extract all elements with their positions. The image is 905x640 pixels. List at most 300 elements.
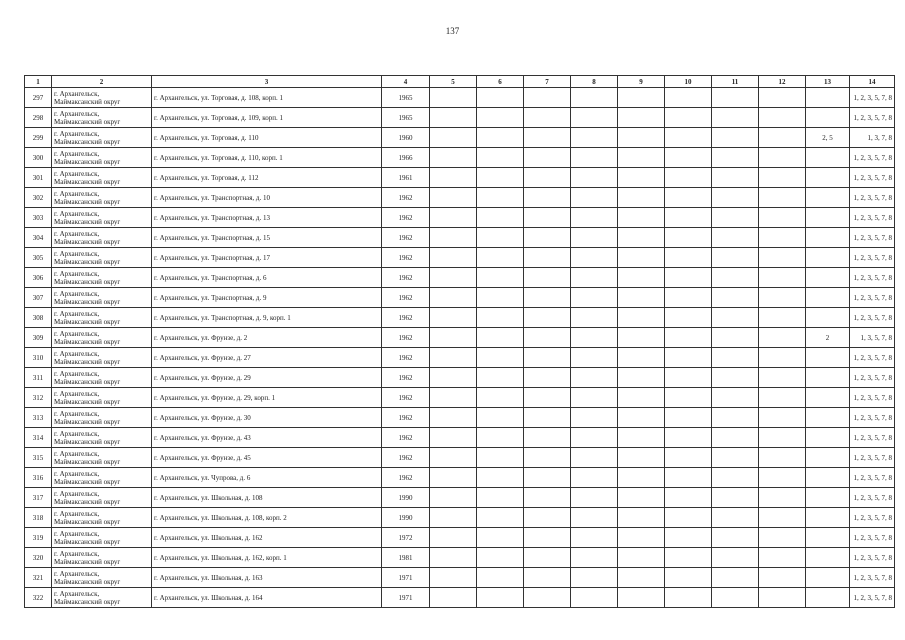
column-9-cell — [618, 288, 665, 308]
column-7-cell — [524, 248, 571, 268]
table-row — [25, 588, 895, 608]
year-cell: 1971 — [382, 588, 430, 608]
column-14-cell: 1, 3, 7, 8 — [850, 128, 895, 148]
year-cell: 1962 — [382, 348, 430, 368]
column-12-cell — [759, 468, 806, 488]
column-7-cell — [524, 148, 571, 168]
column-10-cell — [665, 448, 712, 468]
column-6-cell — [477, 268, 524, 288]
table-row — [25, 88, 895, 108]
column-9-cell — [618, 148, 665, 168]
column-6-cell — [477, 288, 524, 308]
column-10-cell — [665, 328, 712, 348]
district-line: г. Архангельск, — [54, 149, 100, 158]
column-5-cell — [430, 528, 477, 548]
district-cell — [52, 408, 152, 428]
district-cell — [52, 308, 152, 328]
year-cell: 1962 — [382, 188, 430, 208]
column-5-cell — [430, 348, 477, 368]
year-cell: 1962 — [382, 408, 430, 428]
district-cell — [52, 488, 152, 508]
table-row — [25, 248, 895, 268]
column-header-1: 1 — [25, 76, 52, 88]
district-cell — [52, 328, 152, 348]
address-cell: г. Архангельск, ул. Фрунзе, д. 2 — [152, 328, 382, 348]
district-line: г. Архангельск, — [54, 469, 100, 478]
column-13-cell — [806, 88, 850, 108]
column-7-cell — [524, 548, 571, 568]
column-header-13: 13 — [806, 76, 850, 88]
address-cell: г. Архангельск, ул. Торговая, д. 110, корп. 1 — [152, 148, 382, 168]
district-line: г. Архангельск, — [54, 309, 100, 318]
column-12-cell — [759, 308, 806, 328]
column-8-cell — [571, 388, 618, 408]
district-line: г. Архангельск, — [54, 589, 100, 598]
column-9-cell — [618, 168, 665, 188]
column-10-cell — [665, 288, 712, 308]
column-10-cell — [665, 468, 712, 488]
column-12-cell — [759, 448, 806, 468]
district-line: г. Архангельск, — [54, 209, 100, 218]
district-line: г. Архангельск, — [54, 229, 100, 238]
column-7-cell — [524, 328, 571, 348]
column-header-5: 5 — [430, 76, 477, 88]
column-8-cell — [571, 468, 618, 488]
table-row — [25, 428, 895, 448]
column-13-cell — [806, 508, 850, 528]
column-8-cell — [571, 368, 618, 388]
column-12-cell — [759, 508, 806, 528]
column-7-cell — [524, 288, 571, 308]
address-cell: г. Архангельск, ул. Фрунзе, д. 29, корп. 1 — [152, 388, 382, 408]
column-7-cell — [524, 208, 571, 228]
column-10-cell — [665, 588, 712, 608]
column-8-cell — [571, 508, 618, 528]
column-6-cell — [477, 248, 524, 268]
district-line: Маймаксанский округ — [54, 217, 121, 226]
column-5-cell — [430, 488, 477, 508]
column-14-cell: 1, 2, 3, 5, 7, 8 — [850, 508, 895, 528]
column-13-cell — [806, 408, 850, 428]
column-5-cell — [430, 468, 477, 488]
column-13-cell — [806, 348, 850, 368]
row-number: 311 — [25, 368, 52, 388]
column-12-cell — [759, 348, 806, 368]
column-12-cell — [759, 148, 806, 168]
column-9-cell — [618, 528, 665, 548]
year-cell: 1971 — [382, 568, 430, 588]
year-cell: 1962 — [382, 468, 430, 488]
column-6-cell — [477, 428, 524, 448]
column-9-cell — [618, 268, 665, 288]
column-5-cell — [430, 88, 477, 108]
table-row — [25, 508, 895, 528]
column-7-cell — [524, 268, 571, 288]
column-11-cell — [712, 428, 759, 448]
column-7-cell — [524, 388, 571, 408]
column-header-4: 4 — [382, 76, 430, 88]
district-line: Маймаксанский округ — [54, 397, 121, 406]
district-line: г. Архангельск, — [54, 429, 100, 438]
column-6-cell — [477, 528, 524, 548]
column-6-cell — [477, 328, 524, 348]
column-10-cell — [665, 148, 712, 168]
column-5-cell — [430, 368, 477, 388]
address-cell: г. Архангельск, ул. Торговая, д. 109, корп. 1 — [152, 108, 382, 128]
row-number: 302 — [25, 188, 52, 208]
district-line: г. Архангельск, — [54, 109, 100, 118]
district-line: Маймаксанский округ — [54, 237, 121, 246]
district-line: г. Архангельск, — [54, 289, 100, 298]
column-8-cell — [571, 208, 618, 228]
column-12-cell — [759, 188, 806, 208]
column-9-cell — [618, 388, 665, 408]
district-cell — [52, 448, 152, 468]
column-5-cell — [430, 508, 477, 528]
row-number: 315 — [25, 448, 52, 468]
column-5-cell — [430, 288, 477, 308]
address-cell: г. Архангельск, ул. Школьная, д. 108 — [152, 488, 382, 508]
column-14-cell: 1, 2, 3, 5, 7, 8 — [850, 488, 895, 508]
district-line: Маймаксанский округ — [54, 577, 121, 586]
column-8-cell — [571, 148, 618, 168]
column-13-cell — [806, 248, 850, 268]
column-8-cell — [571, 488, 618, 508]
column-13-cell — [806, 588, 850, 608]
district-cell — [52, 508, 152, 528]
column-13-cell — [806, 528, 850, 548]
row-number: 320 — [25, 548, 52, 568]
district-line: Маймаксанский округ — [54, 517, 121, 526]
column-5-cell — [430, 168, 477, 188]
column-6-cell — [477, 568, 524, 588]
column-6-cell — [477, 548, 524, 568]
column-header-7: 7 — [524, 76, 571, 88]
address-cell: г. Архангельск, ул. Транспортная, д. 6 — [152, 268, 382, 288]
column-9-cell — [618, 88, 665, 108]
column-11-cell — [712, 188, 759, 208]
column-8-cell — [571, 228, 618, 248]
district-cell — [52, 108, 152, 128]
column-5-cell — [430, 248, 477, 268]
district-line: г. Архангельск, — [54, 409, 100, 418]
row-number: 298 — [25, 108, 52, 128]
row-number: 303 — [25, 208, 52, 228]
column-11-cell — [712, 128, 759, 148]
column-9-cell — [618, 328, 665, 348]
column-5-cell — [430, 108, 477, 128]
column-11-cell — [712, 288, 759, 308]
column-14-cell: 1, 2, 3, 5, 7, 8 — [850, 188, 895, 208]
district-cell — [52, 168, 152, 188]
column-10-cell — [665, 88, 712, 108]
row-number: 318 — [25, 508, 52, 528]
year-cell: 1960 — [382, 128, 430, 148]
district-line: г. Архангельск, — [54, 269, 100, 278]
district-line: г. Архангельск, — [54, 129, 100, 138]
district-line: г. Архангельск, — [54, 349, 100, 358]
column-8-cell — [571, 248, 618, 268]
column-11-cell — [712, 228, 759, 248]
district-line: г. Архангельск, — [54, 369, 100, 378]
year-cell: 1962 — [382, 308, 430, 328]
column-5-cell — [430, 548, 477, 568]
column-6-cell — [477, 88, 524, 108]
column-13-cell — [806, 448, 850, 468]
year-cell: 1972 — [382, 528, 430, 548]
column-9-cell — [618, 548, 665, 568]
year-cell: 1962 — [382, 328, 430, 348]
column-11-cell — [712, 548, 759, 568]
column-10-cell — [665, 108, 712, 128]
column-header-2: 2 — [52, 76, 152, 88]
column-9-cell — [618, 208, 665, 228]
table-row — [25, 568, 895, 588]
column-5-cell — [430, 328, 477, 348]
column-8-cell — [571, 88, 618, 108]
column-6-cell — [477, 228, 524, 248]
row-number: 300 — [25, 148, 52, 168]
column-10-cell — [665, 188, 712, 208]
column-12-cell — [759, 328, 806, 348]
column-13-cell — [806, 108, 850, 128]
column-11-cell — [712, 268, 759, 288]
column-7-cell — [524, 468, 571, 488]
column-13-cell — [806, 388, 850, 408]
column-header-14: 14 — [850, 76, 895, 88]
year-cell: 1961 — [382, 168, 430, 188]
column-9-cell — [618, 108, 665, 128]
row-number: 313 — [25, 408, 52, 428]
address-cell: г. Архангельск, ул. Транспортная, д. 13 — [152, 208, 382, 228]
column-14-cell: 1, 2, 3, 5, 7, 8 — [850, 468, 895, 488]
column-9-cell — [618, 228, 665, 248]
column-10-cell — [665, 248, 712, 268]
column-7-cell — [524, 408, 571, 428]
column-12-cell — [759, 228, 806, 248]
address-cell: г. Архангельск, ул. Школьная, д. 162, корп. 1 — [152, 548, 382, 568]
table-row — [25, 468, 895, 488]
year-cell: 1962 — [382, 428, 430, 448]
column-10-cell — [665, 368, 712, 388]
column-9-cell — [618, 568, 665, 588]
address-cell: г. Архангельск, ул. Школьная, д. 108, корп. 2 — [152, 508, 382, 528]
column-9-cell — [618, 428, 665, 448]
column-7-cell — [524, 568, 571, 588]
column-10-cell — [665, 548, 712, 568]
column-11-cell — [712, 248, 759, 268]
row-number: 319 — [25, 528, 52, 548]
column-8-cell — [571, 348, 618, 368]
column-14-cell: 1, 2, 3, 5, 7, 8 — [850, 448, 895, 468]
column-9-cell — [618, 408, 665, 428]
column-14-cell: 1, 2, 3, 5, 7, 8 — [850, 88, 895, 108]
column-header-9: 9 — [618, 76, 665, 88]
column-5-cell — [430, 588, 477, 608]
column-7-cell — [524, 588, 571, 608]
column-8-cell — [571, 428, 618, 448]
year-cell: 1990 — [382, 508, 430, 528]
column-6-cell — [477, 128, 524, 148]
district-cell — [52, 288, 152, 308]
table-row — [25, 128, 895, 148]
column-6-cell — [477, 488, 524, 508]
district-cell — [52, 428, 152, 448]
column-11-cell — [712, 328, 759, 348]
address-cell: г. Архангельск, ул. Транспортная, д. 9 — [152, 288, 382, 308]
district-line: Маймаксанский округ — [54, 477, 121, 486]
column-5-cell — [430, 228, 477, 248]
row-number: 321 — [25, 568, 52, 588]
district-line: Маймаксанский округ — [54, 377, 121, 386]
column-6-cell — [477, 148, 524, 168]
address-cell: г. Архангельск, ул. Транспортная, д. 10 — [152, 188, 382, 208]
column-12-cell — [759, 248, 806, 268]
year-cell: 1965 — [382, 88, 430, 108]
column-6-cell — [477, 188, 524, 208]
column-5-cell — [430, 388, 477, 408]
column-5-cell — [430, 148, 477, 168]
column-13-cell — [806, 428, 850, 448]
column-10-cell — [665, 128, 712, 148]
column-10-cell — [665, 308, 712, 328]
column-14-cell: 1, 2, 3, 5, 7, 8 — [850, 408, 895, 428]
address-cell: г. Архангельск, ул. Школьная, д. 164 — [152, 588, 382, 608]
column-14-cell: 1, 2, 3, 5, 7, 8 — [850, 148, 895, 168]
column-8-cell — [571, 128, 618, 148]
district-cell — [52, 368, 152, 388]
table-row — [25, 448, 895, 468]
column-13-cell — [806, 208, 850, 228]
column-10-cell — [665, 528, 712, 548]
year-cell: 1962 — [382, 448, 430, 468]
column-header-6: 6 — [477, 76, 524, 88]
district-line: г. Архангельск, — [54, 169, 100, 178]
column-14-cell: 1, 2, 3, 5, 7, 8 — [850, 568, 895, 588]
row-number: 301 — [25, 168, 52, 188]
address-cell: г. Архангельск, ул. Чупрова, д. 6 — [152, 468, 382, 488]
address-cell: г. Архангельск, ул. Транспортная, д. 15 — [152, 228, 382, 248]
column-14-cell: 1, 2, 3, 5, 7, 8 — [850, 288, 895, 308]
district-line: г. Архангельск, — [54, 329, 100, 338]
column-5-cell — [430, 428, 477, 448]
column-14-cell: 1, 2, 3, 5, 7, 8 — [850, 368, 895, 388]
column-8-cell — [571, 448, 618, 468]
column-10-cell — [665, 428, 712, 448]
district-line: г. Архангельск, — [54, 389, 100, 398]
column-10-cell — [665, 388, 712, 408]
district-line: Маймаксанский округ — [54, 557, 121, 566]
column-8-cell — [571, 308, 618, 328]
district-line: Маймаксанский округ — [54, 457, 121, 466]
district-cell — [52, 568, 152, 588]
column-9-cell — [618, 308, 665, 328]
column-14-cell: 1, 2, 3, 5, 7, 8 — [850, 528, 895, 548]
column-10-cell — [665, 208, 712, 228]
column-12-cell — [759, 528, 806, 548]
column-12-cell — [759, 288, 806, 308]
column-8-cell — [571, 588, 618, 608]
column-5-cell — [430, 128, 477, 148]
column-11-cell — [712, 148, 759, 168]
table-row — [25, 368, 895, 388]
column-7-cell — [524, 108, 571, 128]
column-11-cell — [712, 388, 759, 408]
district-cell — [52, 228, 152, 248]
column-12-cell — [759, 88, 806, 108]
housing-register-table — [24, 75, 895, 608]
district-cell — [52, 188, 152, 208]
column-10-cell — [665, 508, 712, 528]
column-13-cell — [806, 488, 850, 508]
column-7-cell — [524, 348, 571, 368]
column-14-cell: 1, 3, 5, 7, 8 — [850, 328, 895, 348]
district-line: Маймаксанский округ — [54, 417, 121, 426]
column-11-cell — [712, 168, 759, 188]
column-7-cell — [524, 128, 571, 148]
row-number: 317 — [25, 488, 52, 508]
table-row — [25, 188, 895, 208]
district-line: г. Архангельск, — [54, 489, 100, 498]
column-14-cell: 1, 2, 3, 5, 7, 8 — [850, 588, 895, 608]
address-cell: г. Архангельск, ул. Транспортная, д. 9, корп. 1 — [152, 308, 382, 328]
table-row — [25, 288, 895, 308]
column-6-cell — [477, 408, 524, 428]
column-10-cell — [665, 268, 712, 288]
column-7-cell — [524, 528, 571, 548]
column-13-cell: 2 — [806, 328, 850, 348]
table-row — [25, 488, 895, 508]
column-10-cell — [665, 408, 712, 428]
table-row — [25, 528, 895, 548]
column-12-cell — [759, 268, 806, 288]
column-13-cell — [806, 568, 850, 588]
column-11-cell — [712, 88, 759, 108]
table-row — [25, 108, 895, 128]
column-12-cell — [759, 108, 806, 128]
column-12-cell — [759, 428, 806, 448]
column-5-cell — [430, 308, 477, 328]
district-cell — [52, 208, 152, 228]
column-11-cell — [712, 508, 759, 528]
row-number: 312 — [25, 388, 52, 408]
year-cell: 1962 — [382, 208, 430, 228]
column-14-cell: 1, 2, 3, 5, 7, 8 — [850, 208, 895, 228]
column-11-cell — [712, 108, 759, 128]
column-11-cell — [712, 488, 759, 508]
district-line: г. Архангельск, — [54, 449, 100, 458]
column-7-cell — [524, 508, 571, 528]
district-line: Маймаксанский округ — [54, 277, 121, 286]
district-line: Маймаксанский округ — [54, 437, 121, 446]
column-14-cell: 1, 2, 3, 5, 7, 8 — [850, 348, 895, 368]
district-line: Маймаксанский округ — [54, 97, 121, 106]
column-14-cell: 1, 2, 3, 5, 7, 8 — [850, 228, 895, 248]
table-row — [25, 548, 895, 568]
column-7-cell — [524, 368, 571, 388]
column-13-cell — [806, 228, 850, 248]
column-6-cell — [477, 388, 524, 408]
header-row — [25, 76, 895, 88]
district-cell — [52, 388, 152, 408]
column-header-8: 8 — [571, 76, 618, 88]
column-12-cell — [759, 588, 806, 608]
district-line: Маймаксанский округ — [54, 257, 121, 266]
district-cell — [52, 468, 152, 488]
year-cell: 1962 — [382, 268, 430, 288]
column-14-cell: 1, 2, 3, 5, 7, 8 — [850, 308, 895, 328]
column-8-cell — [571, 188, 618, 208]
